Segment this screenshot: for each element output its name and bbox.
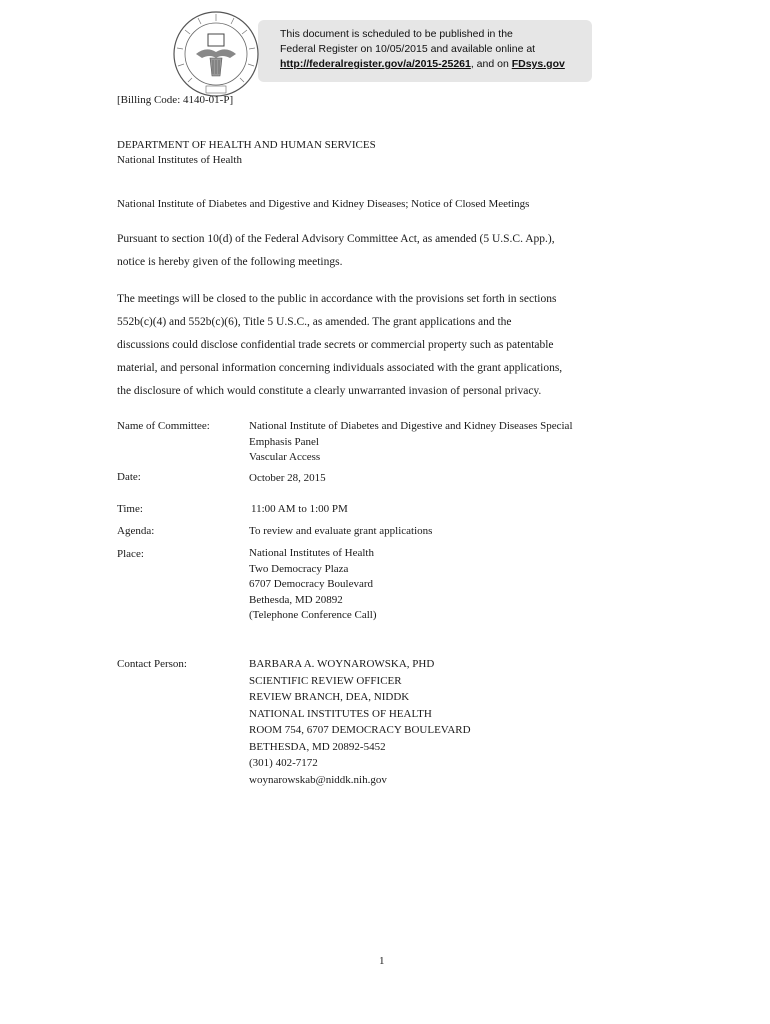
paragraph-line: material, and personal information concerning individuals associated with the grant applications, (117, 362, 563, 374)
agenda-label: Agenda: (117, 525, 155, 537)
committee-label: Name of Committee: (117, 420, 210, 432)
paragraph-line: Pursuant to section 10(d) of the Federal Advisory Committee Act, as amended (5 U.S.C. App.), (117, 233, 555, 245)
contact-line: ROOM 754, 6707 DEMOCRACY BOULEVARD (249, 724, 471, 736)
place-line: Bethesda, MD 20892 (249, 593, 343, 606)
banner-line-1: This document is scheduled to be published in the (280, 28, 513, 40)
contact-email[interactable]: woynarowskab@niddk.nih.gov (249, 773, 387, 786)
committee-value (249, 419, 573, 466)
agenda-value: To review and evaluate grant applications (249, 525, 433, 537)
paragraph-closure (117, 293, 587, 408)
contact-label: Contact Person: (117, 658, 187, 670)
contact-value (249, 656, 471, 788)
institute-name: National Institutes of Health (117, 154, 242, 166)
contact-line: BETHESDA, MD 20892-5452 (249, 740, 386, 753)
place-line: Two Democracy Plaza (249, 562, 349, 575)
time-label: Time: (117, 503, 143, 515)
contact-line: BARBARA A. WOYNAROWSKA, PHD (249, 658, 435, 670)
contact-line: NATIONAL INSTITUTES OF HEALTH (249, 707, 432, 720)
place-value (249, 546, 377, 624)
paragraph-line: 552b(c)(4) and 552b(c)(6), Title 5 U.S.C., as amended. The grant applications and the (117, 316, 512, 328)
time-value: 11:00 AM to 1:00 PM (251, 503, 348, 515)
federal-register-link[interactable]: http://federalregister.gov/a/2015-25261 (280, 58, 471, 70)
fdsys-link[interactable]: FDsys.gov (511, 58, 565, 70)
committee-line: National Institute of Diabetes and Digestive and Kidney Diseases Special (249, 420, 573, 432)
date-label: Date: (117, 471, 141, 483)
billing-code: [Billing Code: 4140-01-P] (117, 94, 234, 106)
archives-seal-icon (172, 10, 260, 98)
paragraph-line: The meetings will be closed to the public in accordance with the provisions set forth in sections (117, 293, 557, 305)
paragraph-line: notice is hereby given of the following meetings. (117, 256, 343, 268)
place-line: National Institutes of Health (249, 547, 374, 559)
page-number: 1 (379, 955, 385, 967)
place-label: Place: (117, 548, 144, 560)
banner-connector: , and on (470, 58, 512, 70)
place-line: 6707 Democracy Boulevard (249, 578, 374, 590)
contact-line: SCIENTIFIC REVIEW OFFICER (249, 674, 402, 687)
committee-line: Vascular Access (249, 451, 321, 463)
banner-line-2: Federal Register on 10/05/2015 and available online at (280, 43, 536, 55)
banner-text (280, 27, 590, 72)
place-line: (Telephone Conference Call) (249, 609, 377, 621)
department-name: DEPARTMENT OF HEALTH AND HUMAN SERVICES (117, 139, 376, 151)
paragraph-line: the disclosure of which would constitute a clearly unwarranted invasion of personal privacy. (117, 385, 542, 397)
paragraph-authority (117, 233, 587, 279)
committee-line: Emphasis Panel (249, 435, 319, 448)
banner-line-3 (280, 57, 590, 72)
date-value: October 28, 2015 (249, 472, 326, 484)
contact-line: REVIEW BRANCH, DEA, NIDDK (249, 691, 410, 703)
contact-line: (301) 402-7172 (249, 757, 318, 769)
publication-banner (258, 20, 592, 82)
notice-title: National Institute of Diabetes and Digestive and Kidney Diseases; Notice of Closed Meetings (117, 198, 530, 210)
paragraph-line: discussions could disclose confidential trade secrets or commercial property such as patentable (117, 339, 554, 351)
